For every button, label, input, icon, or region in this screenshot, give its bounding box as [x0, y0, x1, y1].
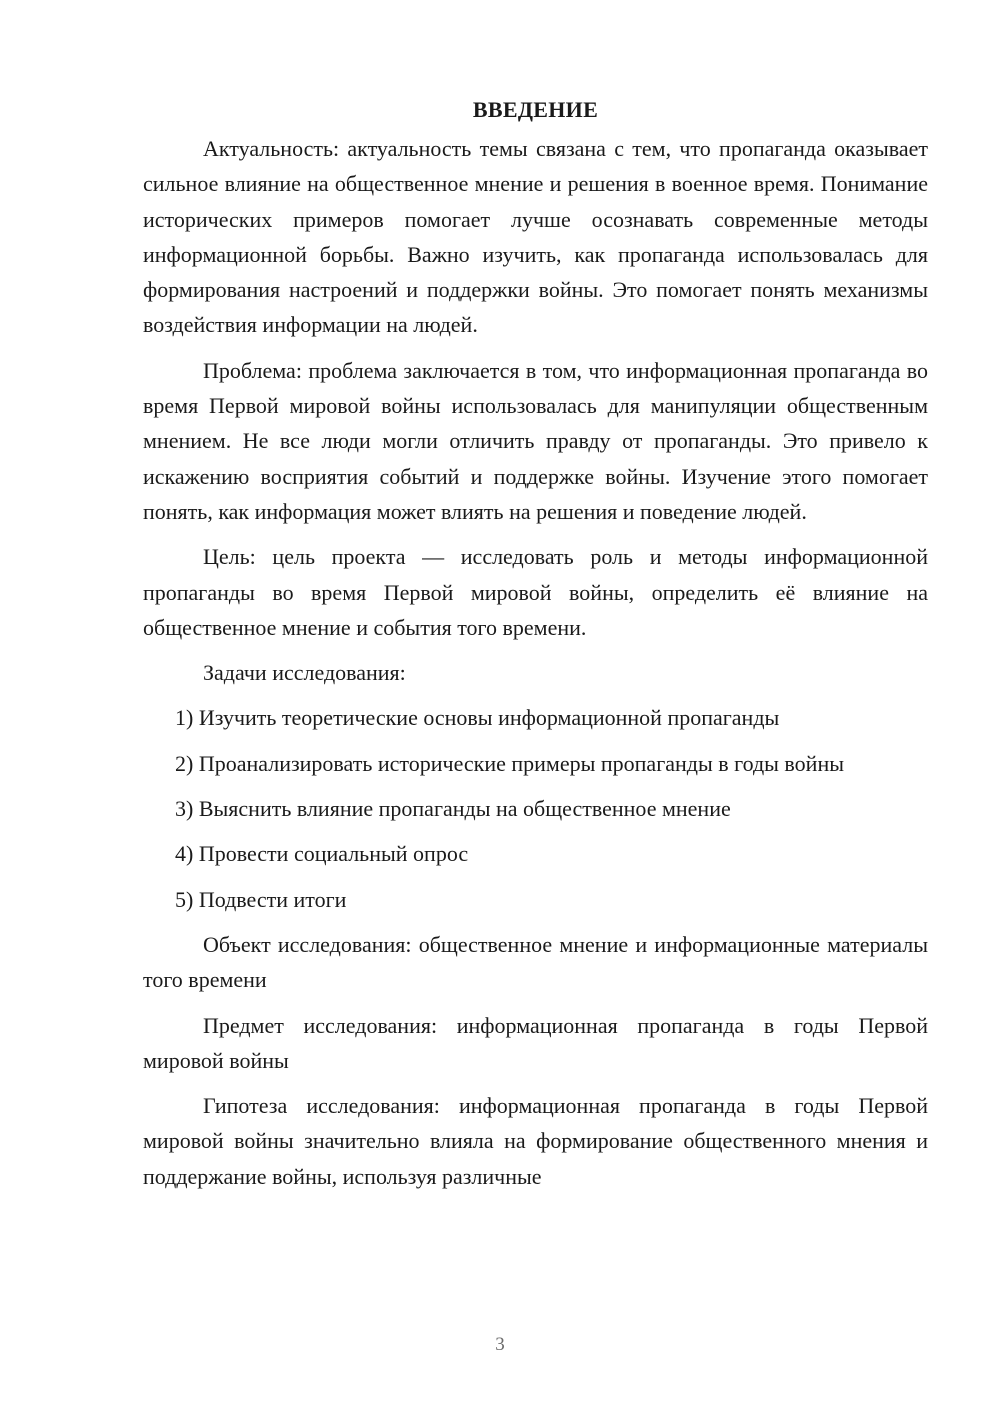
task-item-4: 4) Провести социальный опрос [175, 841, 469, 867]
task-item-2: 2) Проанализировать исторические примеры пропаганды в годы войны [175, 750, 845, 776]
relevance-paragraph: Актуальность: актуальность темы связана с тем, что пропаганда оказывает сильное влияние на общественное мнение и решения в военное время. Понимание исторических примеров помогает лучше осознавать современные методы информационной борьбы. Важно изучить, как пропаганда использовалась для формирования настроений и поддержки войны. Это помогает понять механизмы воздействия информации на людей. [143, 136, 928, 338]
problem-paragraph: Проблема: проблема заключается в том, что информационная пропаганда во время Первой мировой войны использовалась для манипуляции общественным мнением. Не все люди могли отличить правду от пропаганды. Это привело к искажению восприятия событий и поддержке войны. Изучение этого помогает понять, как информация может влиять на решения и поведение людей. [143, 357, 928, 524]
tasks-list [143, 700, 928, 916]
hypothesis-paragraph: Гипотеза исследования: информационная пропаганда в годы Первой мировой войны значительно влияла на формирование общественного мнения и поддержание войны, используя различные [143, 1093, 928, 1189]
goal-paragraph: Цель: цель проекта — исследовать роль и методы информационной пропаганды во время Первой мировой войны, определить её влияние на общественное мнение и события того времени. [143, 544, 928, 640]
subject-paragraph: Предмет исследования: информационная пропаганда в годы Первой мировой войны [143, 1012, 928, 1073]
page-content [143, 92, 928, 1194]
task-item-5: 5) Подвести итоги [175, 886, 347, 912]
section-heading: ВВЕДЕНИЕ [472, 97, 599, 122]
task-item-1: 1) Изучить теоретические основы информационной пропаганды [175, 705, 780, 731]
task-item-3: 3) Выяснить влияние пропаганды на общественное мнение [175, 796, 731, 822]
tasks-heading: Задачи исследования: [203, 660, 406, 686]
object-paragraph: Объект исследования: общественное мнение и информационные материалы того времени [143, 931, 928, 993]
page-number: 3 [495, 1334, 505, 1355]
